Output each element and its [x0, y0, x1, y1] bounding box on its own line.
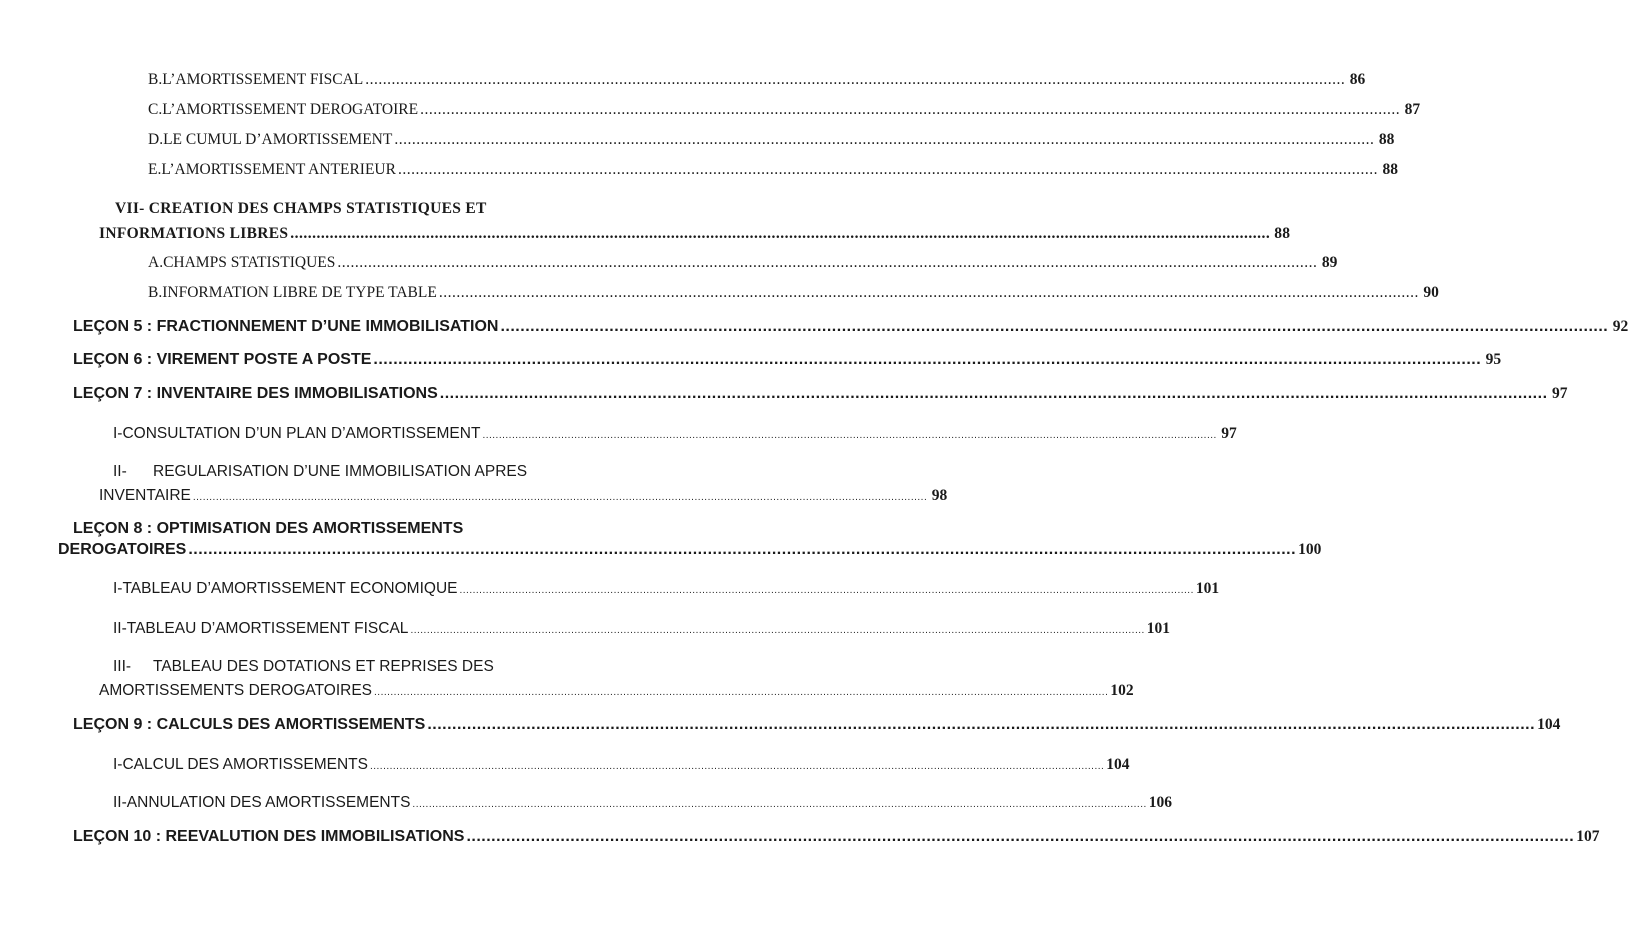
toc-roman: II- — [113, 794, 127, 811]
toc-entry-e-anterieur[interactable] — [148, 161, 1398, 179]
toc-entry-consultation[interactable] — [113, 425, 1237, 443]
toc-roman: I- — [113, 756, 123, 773]
toc-page-number: 87 — [1404, 101, 1421, 118]
toc-lecon-8-line1[interactable]: LEÇON 8 : OPTIMISATION DES AMORTISSEMENTS — [73, 520, 464, 537]
toc-entry-tableau-economique[interactable] — [113, 580, 1220, 598]
toc-page-number: 104 — [1537, 716, 1561, 733]
toc-title: TABLEAU D’AMORTISSEMENT ECONOMIQUE — [122, 580, 458, 597]
toc-page-number: 97 — [1221, 425, 1237, 442]
toc-roman: II- — [113, 620, 127, 637]
toc-title: LEÇON 7 : INVENTAIRE DES IMMOBILISATIONS — [73, 385, 438, 402]
toc-lecon-10[interactable] — [73, 828, 1600, 846]
toc-letter: E. — [148, 161, 162, 178]
toc-entry-a-champs[interactable] — [148, 254, 1338, 272]
toc-entry-c-derogatoire[interactable] — [148, 101, 1421, 119]
toc-title: L’AMORTISSEMENT DEROGATOIRE — [162, 101, 419, 118]
toc-lecon-5[interactable] — [73, 318, 1628, 336]
toc-page-number: 100 — [1298, 541, 1322, 558]
dot-leader — [427, 716, 1535, 734]
toc-page-number: 101 — [1146, 620, 1171, 637]
toc-title: INVENTAIRE — [99, 487, 191, 504]
toc-section-vii-line1[interactable]: VII- CREATION DES CHAMPS STATISTIQUES ET — [115, 200, 487, 217]
dot-leader — [440, 385, 1548, 403]
dot-leader — [188, 541, 1296, 559]
toc-page-number: 102 — [1110, 682, 1134, 699]
toc-title: CALCUL DES AMORTISSEMENTS — [122, 756, 368, 773]
toc-roman: III- — [113, 658, 132, 675]
toc-entry-d-cumul[interactable] — [148, 131, 1395, 149]
toc-title: LE CUMUL D’AMORTISSEMENT — [163, 131, 393, 148]
toc-entry-regularisation-line2[interactable] — [99, 487, 948, 505]
toc-page-number: 107 — [1576, 828, 1600, 845]
dot-leader — [500, 318, 1608, 336]
toc-title: ANNULATION DES AMORTISSEMENTS — [126, 794, 411, 811]
toc-entry-dotations-line1[interactable] — [113, 658, 494, 676]
dot-leader — [482, 425, 1216, 443]
toc-roman: I- — [113, 580, 123, 597]
dot-leader — [410, 620, 1144, 638]
toc-title: DEROGATOIRES — [58, 541, 187, 558]
toc-lecon-8-line2[interactable] — [58, 541, 1322, 559]
toc-title: AMORTISSEMENTS DEROGATOIRES — [99, 682, 373, 699]
toc-title: CONSULTATION D’UN PLAN D’AMORTISSEMENT — [122, 425, 481, 442]
dot-leader — [193, 487, 927, 505]
dot-leader — [412, 794, 1146, 812]
toc-title: L’AMORTISSEMENT ANTERIEUR — [161, 161, 396, 178]
toc-title: TABLEAU D’AMORTISSEMENT FISCAL — [126, 620, 409, 637]
toc-page-number: 86 — [1349, 71, 1366, 88]
toc-entry-dotations-line2[interactable] — [99, 682, 1134, 700]
dot-leader — [374, 682, 1108, 700]
dot-leader — [460, 580, 1194, 598]
toc-letter: B. — [148, 284, 163, 301]
toc-title: L’AMORTISSEMENT FISCAL — [162, 71, 364, 88]
toc-page-number: 98 — [931, 487, 948, 504]
toc-entry-b-fiscal[interactable] — [148, 71, 1366, 89]
dot-leader — [466, 828, 1574, 846]
toc-title: INFORMATION LIBRE DE TYPE TABLE — [162, 284, 437, 301]
toc-letter: D. — [148, 131, 164, 148]
toc-page-number: 92 — [1612, 318, 1628, 335]
toc-title: LEÇON 5 : FRACTIONNEMENT D’UNE IMMOBILISATION — [73, 318, 499, 335]
dot-leader — [439, 284, 1419, 302]
toc-entry-regularisation-line1[interactable] — [113, 463, 527, 481]
toc-page-number: 89 — [1321, 254, 1338, 271]
toc-lecon-7[interactable] — [73, 385, 1568, 403]
toc-page-number: 106 — [1148, 794, 1173, 811]
dot-leader — [398, 161, 1378, 179]
toc-entry-tableau-fiscal[interactable] — [113, 620, 1171, 638]
toc-title: LEÇON 10 : REEVALUTION DES IMMOBILISATIONS — [73, 828, 465, 845]
toc-roman: II- — [113, 463, 127, 480]
toc-page-number: 95 — [1485, 351, 1502, 368]
dot-leader — [365, 71, 1345, 89]
toc-entry-b-information[interactable] — [148, 284, 1439, 302]
dot-leader — [420, 101, 1400, 119]
toc-letter: B. — [148, 71, 163, 88]
toc-lecon-9[interactable] — [73, 716, 1561, 734]
toc-roman: I- — [113, 425, 123, 442]
toc-page-number: 88 — [1382, 161, 1398, 178]
toc-letter: C. — [148, 101, 163, 118]
toc-page-number: 88 — [1378, 131, 1395, 148]
dot-leader — [337, 254, 1317, 272]
toc-letter: A. — [148, 254, 164, 271]
toc-page-number: 101 — [1195, 580, 1220, 597]
toc-entry-calcul[interactable] — [113, 756, 1130, 774]
dot-leader — [394, 131, 1374, 149]
toc-entry-annulation[interactable] — [113, 794, 1173, 812]
toc-page-number: 88 — [1274, 225, 1291, 242]
toc-title: CHAMPS STATISTIQUES — [163, 254, 336, 271]
toc-title: TABLEAU DES DOTATIONS ET REPRISES DES — [153, 658, 494, 675]
toc-title: INFORMATIONS LIBRES — [99, 225, 289, 242]
dot-leader — [373, 351, 1481, 369]
dot-leader — [290, 225, 1270, 243]
toc-section-vii-line2[interactable] — [99, 225, 1291, 243]
toc-title: LEÇON 6 : VIREMENT POSTE A POSTE — [73, 351, 372, 368]
toc-page-number: 104 — [1106, 756, 1130, 773]
toc-lecon-6[interactable] — [73, 351, 1502, 369]
dot-leader — [370, 756, 1104, 774]
toc-title: REGULARISATION D’UNE IMMOBILISATION APRES — [153, 463, 528, 480]
toc-title: LEÇON 9 : CALCULS DES AMORTISSEMENTS — [73, 716, 426, 733]
toc-page-number: 97 — [1552, 385, 1568, 402]
toc-page-number: 90 — [1423, 284, 1439, 301]
